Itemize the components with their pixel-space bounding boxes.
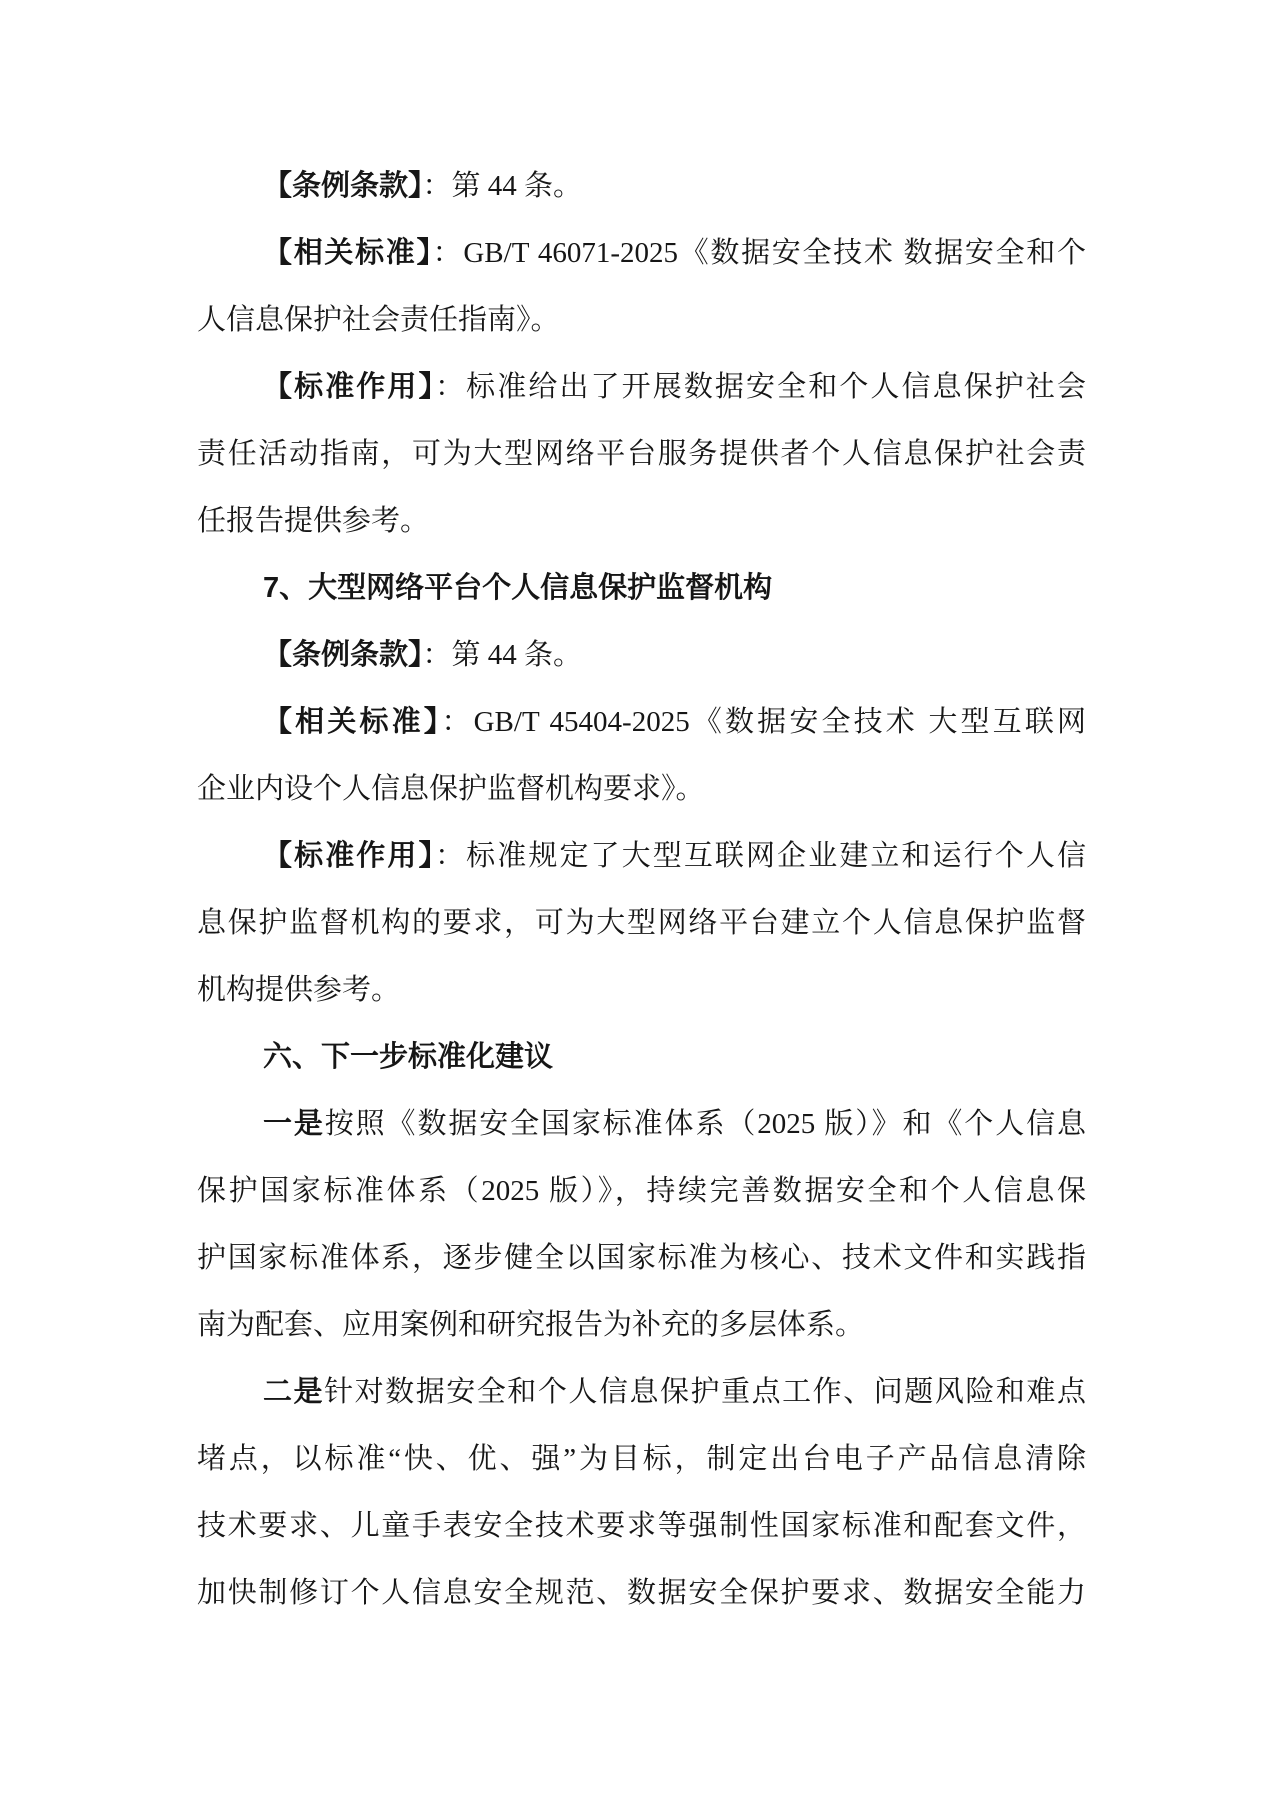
text-line xyxy=(197,354,1086,421)
text-run: ：第 44 条。 xyxy=(422,639,583,671)
text-run: ：GB/T 45404-2025《数据安全技术 大型互联网 xyxy=(441,706,1086,738)
emphasis-bold-run: 二是 xyxy=(263,1376,325,1408)
text-line xyxy=(197,1292,1086,1359)
text-line xyxy=(197,1158,1086,1225)
label-bold-run: 【标准作用】 xyxy=(263,840,436,872)
text-run: 按照《数据安全国家标准体系（2025 版）》和《个人信息 xyxy=(324,1108,1086,1140)
text-run: 人信息保护社会责任指南》。 xyxy=(197,304,560,336)
label-bold-run: 【相关标准】 xyxy=(263,237,433,269)
text-run: 技术要求、儿童手表安全技术要求等强制性国家标准和配套文件， xyxy=(197,1510,1086,1542)
section-heading xyxy=(197,1024,1086,1091)
heading-bold-run: 7、大型网络平台个人信息保护监督机构 xyxy=(263,572,773,604)
text-run: 南为配套、应用案例和研究报告为补充的多层体系。 xyxy=(197,1309,865,1341)
text-line xyxy=(197,957,1086,1024)
text-run: ：第 44 条。 xyxy=(422,170,583,202)
text-line xyxy=(197,1560,1086,1627)
label-bold-run: 【相关标准】 xyxy=(263,706,442,738)
text-run: 保护国家标准体系（2025 版）》，持续完善数据安全和个人信息保 xyxy=(197,1175,1086,1207)
text-run: 责任活动指南，可为大型网络平台服务提供者个人信息保护社会责 xyxy=(197,438,1086,470)
text-line xyxy=(197,220,1086,287)
text-run: 息保护监督机构的要求，可为大型网络平台建立个人信息保护监督 xyxy=(197,907,1086,939)
text-line xyxy=(197,1225,1086,1292)
text-line xyxy=(197,1426,1086,1493)
text-line xyxy=(197,153,1086,220)
text-run: ：标准给出了开展数据安全和个人信息保护社会 xyxy=(435,371,1086,403)
text-line xyxy=(197,756,1086,823)
text-line xyxy=(197,421,1086,488)
label-bold-run: 【标准作用】 xyxy=(263,371,436,403)
document-body xyxy=(197,153,1086,1627)
text-line xyxy=(197,890,1086,957)
text-line xyxy=(197,488,1086,555)
text-line xyxy=(197,689,1086,756)
text-run: 加快制修订个人信息安全规范、数据安全保护要求、数据安全能力 xyxy=(197,1577,1086,1609)
text-run: 堵点，以标准“快、优、强”为目标，制定出台电子产品信息清除 xyxy=(197,1443,1086,1475)
text-line xyxy=(197,622,1086,689)
heading-bold-run: 六、下一步标准化建议 xyxy=(263,1041,554,1073)
text-run: 护国家标准体系，逐步健全以国家标准为核心、技术文件和实践指 xyxy=(197,1242,1086,1274)
text-run: 企业内设个人信息保护监督机构要求》。 xyxy=(197,773,705,805)
text-line xyxy=(197,1493,1086,1560)
text-run: ：标准规定了大型互联网企业建立和运行个人信 xyxy=(435,840,1086,872)
label-bold-run: 【条例条款】 xyxy=(263,170,423,202)
emphasis-bold-run: 一是 xyxy=(263,1108,325,1140)
text-run: ：GB/T 46071-2025《数据安全技术 数据安全和个 xyxy=(432,237,1086,269)
text-line xyxy=(197,1359,1086,1426)
section-heading xyxy=(197,555,1086,622)
text-line xyxy=(197,1091,1086,1158)
text-run: 针对数据安全和个人信息保护重点工作、问题风险和难点 xyxy=(324,1376,1086,1408)
text-line xyxy=(197,823,1086,890)
label-bold-run: 【条例条款】 xyxy=(263,639,423,671)
text-run: 机构提供参考。 xyxy=(197,974,401,1006)
text-line xyxy=(197,287,1086,354)
text-run: 任报告提供参考。 xyxy=(197,505,430,537)
